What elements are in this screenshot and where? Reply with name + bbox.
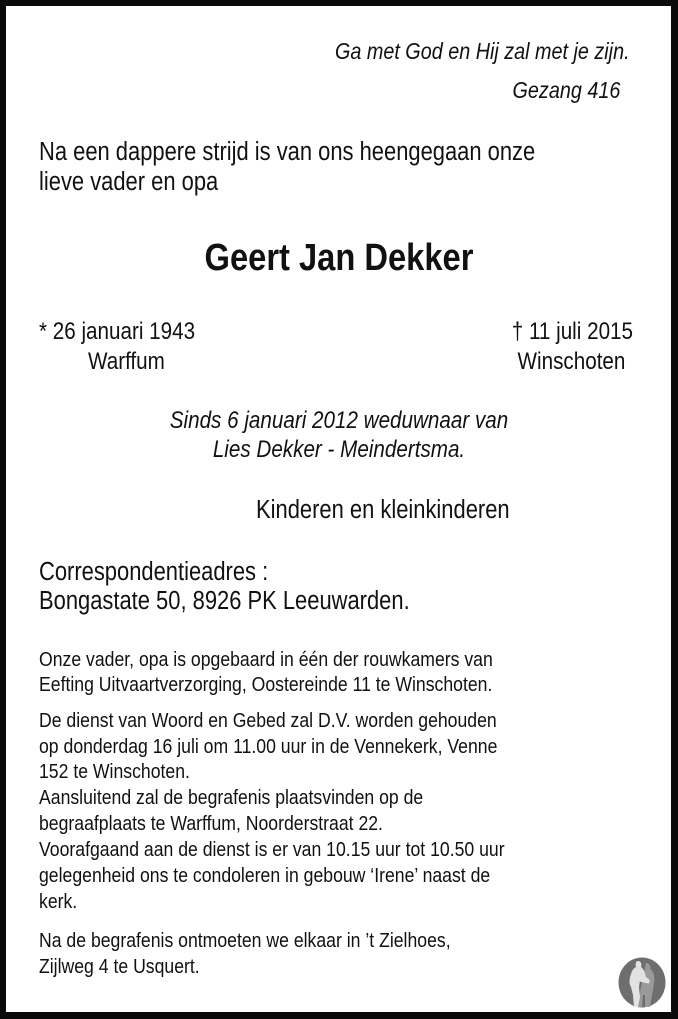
correspondence-label: Correspondentieadres : <box>39 558 269 586</box>
intro-line-2: lieve vader en opa <box>39 168 219 196</box>
paragraph-2-line-8: kerk. <box>39 890 78 913</box>
deceased-name: Geert Jan Dekker <box>204 237 474 279</box>
paragraph-2-line-1: De dienst van Woord en Gebed zal D.V. worden gehouden <box>39 709 497 732</box>
widower-line-2: Lies Dekker - Meindertsma. <box>212 436 466 463</box>
paragraph-2-line-3: 152 te Winschoten. <box>39 760 190 783</box>
correspondence-address: Bongastate 50, 8926 PK Leeuwarden. <box>39 587 410 615</box>
verse-quote: Ga met God en Hij zal met je zijn. <box>335 38 630 64</box>
birth-date: * 26 januari 1943 <box>39 318 196 345</box>
paragraph-1-line-2: Eefting Uitvaartverzorging, Oostereinde 11 te Winschoten. <box>39 673 493 696</box>
embracing-figures-logo-icon <box>618 957 666 1008</box>
paragraph-1-line-1: Onze vader, opa is opgebaard in één der rouwkamers van <box>39 648 493 671</box>
widower-line-1: Sinds 6 januari 2012 weduwnaar van <box>169 407 509 434</box>
paragraph-2-line-2: op donderdag 16 juli om 11.00 uur in de Vennekerk, Venne <box>39 735 498 758</box>
paragraph-3-line-2: Zijlweg 4 te Usquert. <box>39 955 200 978</box>
birth-place: Warffum <box>88 348 165 375</box>
verse-source: Gezang 416 <box>512 77 620 103</box>
paragraph-2-line-7: gelegenheid ons te condoleren in gebouw ‘Irene’ naast de <box>39 864 491 887</box>
paragraph-2-line-5: begraafplaats te Warffum, Noorderstraat 22. <box>39 812 383 835</box>
paragraph-2-line-6: Voorafgaand aan de dienst is er van 10.15 uur tot 10.50 uur <box>39 838 505 861</box>
death-place: Winschoten <box>517 348 625 375</box>
signed-by: Kinderen en kleinkinderen <box>256 496 510 524</box>
death-date: † 11 juli 2015 <box>511 318 633 345</box>
paragraph-2-line-4: Aansluitend zal de begrafenis plaatsvinden op de <box>39 786 424 809</box>
paragraph-3-line-1: Na de begrafenis ontmoeten we elkaar in ’t Zielhoes, <box>39 929 451 952</box>
intro-line-1: Na een dappere strijd is van ons heengegaan onze <box>39 138 536 166</box>
